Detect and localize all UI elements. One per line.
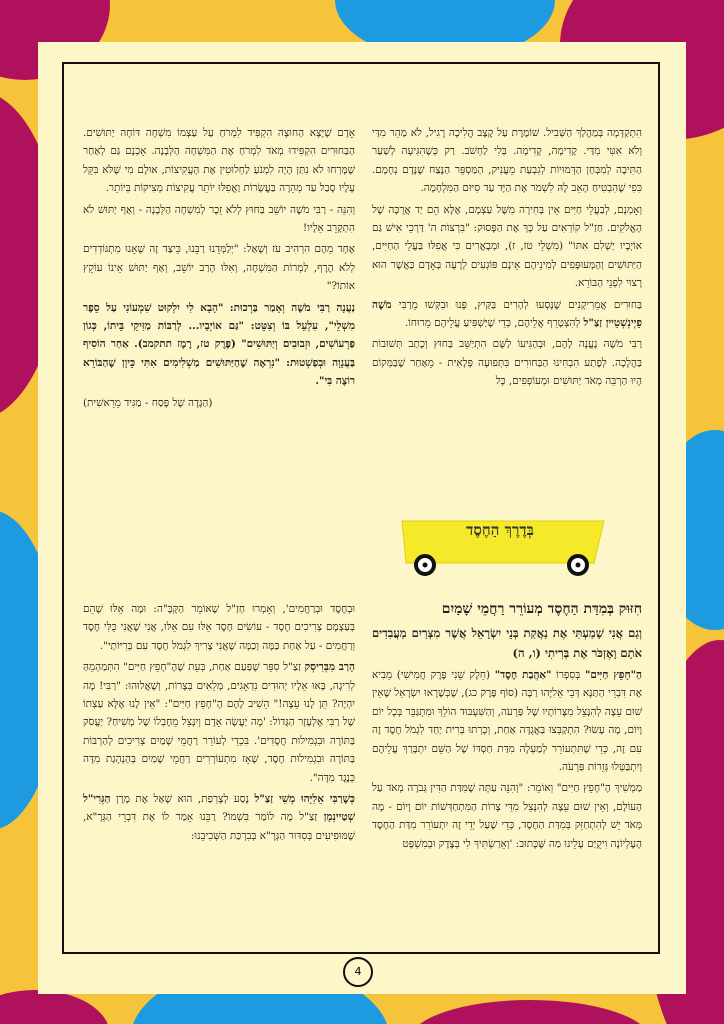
paragraph: הַ"חָפֵץ חַיִּים" בְּסִפְרוֹ "אַהֲבַת חֶסֶד" (חֵלֶק שֵׁנִי פֶּרֶק חֲמִישִׁי) מֵבִיא אֶת דִּבְרֵי הַתַּנָּא דְּבֵי אֵלִיָּהוּ רַבָּה (סוֹף פֶּרֶק כג), שֶׁכְּשֶׁרָאוּ יִשְׂרָאֵל שֶׁאֵין שׁוּם עֵצָה לְהִנָּצֵל מִצָּרוֹתָיו שֶׁל פַּרְעֹה, וְהַשִּׁעְבּוּד הוֹלֵךְ וּמִתְגַּבֵּר בְּכָל יוֹם וָיוֹם, מָה עָשׂוּ? הִתְקַבְּצוּ בַּאֲגֻדָּה אַחַת, וְכָרְתוּ בְּרִית יַחַד לִגְמֹל חֶסֶד זֶה עִם זֶה, כְּדֵי שֶׁתִּתְעוֹרֵר לְמַעְלָה מִדַּת חַסְדּוֹ שֶׁל הַשֵּׁם יִתְבָּרַךְ עֲלֵיהֶם וְיִתְבַּטְּלוּ גְּזֵרוֹת פַּרְעֹה. [372, 669, 642, 774]
right-column-top [372, 124, 642, 394]
paragraph: בַּחוּרִים אֲמֵרִיקָנִים שֶׁנָּסְעוּ לְהָרִים בַּקַּיִץ, פָּנוּ וּבִקְּשׁוּ מֵרַבִּי מֹשֶׁה פֵיְינְשְׁטֵיין זַצַ"ל לְהִצְטָרֵף אֲלֵיהֶם, כְּדֵי שֶׁיַּשְׁפִּיעַ עֲלֵיהֶם מֵרוּחוֹ. [372, 298, 642, 330]
page-number: 4 [343, 957, 373, 987]
paragraph: מַמְשִׁיךְ הֶ"חָפֵץ חַיִּים" וְאוֹמֵר: "וְהִנֵּה עַתָּה שֶׁמִּדַּת הַדִּין גְּבֹרָה מְאֹד עַל הָעוֹלָם, וְאֵין שׁוּם עֵצָה לְהִנָּצֵל מִדֵּי צָרוֹת הַמִּתְחַדְּשׁוֹת יוֹם וָיוֹם - מָה מְּאֹד יֵשׁ לְהִתְחַזֵּק בְּמִדַּת הַחֶסֶד, כְּדֵי שֶׁעַל יְדֵי זֶה יִתְעוֹרֵר מִדַּת הַחֶסֶד הָעֶלְיוֹנָה וִיקֻיַּם עָלֵינוּ מַה שֶּׁכָּתוּב: 'וְאֵרַשְׂתִּיךְ לִי בְּצֶדֶק וּבְמִשְׁפָּט [372, 782, 642, 850]
rabbi-name: מֹשֶׁה פֵיְינְשְׁטֵיין זַצַ"ל [372, 298, 642, 330]
paragraph: נַעֲנָה רַבִּי מֹשֶׁה וְאָמַר בַּרְכוּת: "הָבָא לִי יִלְקוּט שִׁמְעוֹנִי עַל סֵפֶר מִשְׁלֵי", עִלְעֵל בּוֹ וְצִטֵּט: "גַּם אוֹיְבָיו... לְרַבּוֹת מַזִּיקֵי בֵּיתוֹ, כְּגוֹן פַּרְעוֹשִׁים, וּזְבוּבִים וְיַתּוּשִׁים" (פֶּרֶק טז, רֶמֶז תתקמב). אַחַר הוֹסִיף בַּעֲנָוָה וּבְפַשְׁטוּת: "נִרְאֶה שֶׁהַיַּתּוּשִׁים מַשְׁלִימִים אִתִּי כֵּיוָן שֶׁהַבּוֹרֵא רוֹצֶה בִּי". [83, 301, 355, 388]
magenta-blob-bottom-right [410, 1000, 650, 1024]
paragraph: אָדָם שֶׁיָּצָא הַחוּצָה הִקְפִּיד לִמְרֹחַ עַל עַצְמוֹ מִשְׁחָה דּוֹחָה יַתּוּשִׁים. הַבַּחוּרִים הִקְפִּידוּ מְאֹד לִמְרֹחַ אֶת הַמִּשְׁחָה הַלְּבָנָה. אָכְנָם גַּם לְאַחַר שֶׁמָּרְחוּ לֹא נִתַּן הָיָה לִמְנֹעַ לַחְלוּטִין אֶת הָעֲקִיצוֹת, אוּלָם מִי שֶׁלֹּא בִּקֵּל עָלָיו סָבַל עַד מְהֵרָה בַּעֲשָׂרוֹת וַאֲפִלּוּ יוֹתֵר עֲקִיצוֹת מְצִיקוֹת בְּיוֹתֵר. [83, 127, 355, 195]
paragraph: הָרַב מִבְּרִיסְק זַצַ"ל סִפֵּר שֶׁפַּעַם אַחַת, בְּעֵת שֶׁהֶ"חָפֵץ חַיִּים" הִתְּמַהְמֵהַּ לְרִיגָה, בָּאוּ אֵלָיו יְהוּדִים נִדְאָגִים, מְלֵאִים בְּצָרוֹת, וְשָׁאֲלוּהוּ: "רַבִּי! מָה יִהְיֶה? תֵּן לָנוּ עֵצָה!" הֵשִׁיב לָהֶם הֶ"חָפֵץ חַיִּים": "אֵין לָנוּ אֶלָּא עַצְתוֹ שֶׁל רַבִּי אֶלְעָזָר הַגָּדוֹל: 'מָה יַעֲשֶׂה אָדָם וְיִנָּצֵל מֵחֶבְלוֹ שֶׁל מָשִׁיחַ? יַעֲסֹק בַּתּוֹרָה וּבִגְמִילוּת חֲסָדִים'. בִּכְדֵי לְעוֹרֵר רַחֲמֵי שָׁמַיִם צְרִיכִים לְהַרְבּוֹת בַּתּוֹרָה וּבִגְמִילוּת חֶסֶד, שֶׁאָז מִתְעוֹרְרִים רַחֲמֵי שָׁמַיִם בְּהַנְהָגַת מִדָּה כְּנֶגֶד מִדָּה". [83, 661, 355, 784]
paragraph: וּבְחֶסֶד וּבְרַחֲמִים', וְאָמְרוּ חַזַ"ל שֶׁאוֹמֵר הַקָּבָּ"ה: וּמָה אֵלּוּ שֶׁהֵם בְּעַצְמָם צְרִיכִים חֶסֶד - עוֹשִׂים חֶסֶד אֵלּוּ עִם אֵלּוּ, אֲנִי שֶׁאֲנִי כֻּלִּי חֶסֶד וְרַחֲמִים - עַל אַחַת כַּמָּה וְכַמָּה שֶׁאֲנִי צָרִיךְ לִגְמֹל חֶסֶד עִם בְּרִיּוֹתַי". [83, 603, 355, 652]
paragraph: הִתְקַדְּמָה בְּמַהֲלַךְ הַשְּׁבִיל. שׁוֹמֶרֶת עַל קֶצֶב הֲלִיכָה רָגִיל, לֹא מַהֵר מִדַּי וְלֹא אִטִּי מִדַּי. קָדִימָה, קָדִימָה. בְּלִי לַחְשֹׁב. רַק כְּשֶׁהִגִּיעָה לְשַׁעַר הַתִּיבָה לְמִבְּחַן הַדְּמוּיוֹת לְגִבְעַת מֵעֲנִיק, הַמַּסְפֵּר הַנֶּצַח שֶׁנָּדָם נְחָמָם. כִּפִי שֶׁהִבְטִיחַ הָאֵב לָהּ לִשְׁמֹר אֶת הַיָּד עַד סִיּוּם הַמִּלְחָמָה. [372, 127, 642, 195]
section-heading: חִזּוּק בְּמִדַּת הַחֶסֶד מְעוֹרֵר רַחֲמֵי שָׁמַיִם [441, 601, 642, 617]
left-column-bottom [83, 600, 355, 848]
paragraph: וְאָמְנָם, לְבַעֲלֵי חַיִּים אֵין בְּחִירָה מִשֶּׁל עַצְמָם, אֶלָּא הֵם יַד אֲרֻכָּה שֶׁל הָאֱלֹקִים. חַזַ"ל קוֹרְאִים עַל כָּךְ אֶת הַפָּסוּק: "בִּרְצוֹת ה' דַּרְכֵי אִישׁ גַּם אוֹיְבָיו יַשְׁלִם אִתּוֹ" (מִשְׁלֵי טז, ז), וּמְבָאֲרִים כִּי אֲפִלּוּ בַּעֲלֵי הַחַיִּים, הַיַּתּוּשִׁים וְהַמְּעוּפָּפִים לְמִינֵיהֶם אֵינָם פּוֹגְעִים לְרָעָה בָּאָדָם כַּאֲשֶׁר הוּא רָצוּי לִפְנֵי הַבּוֹרֵא. [372, 203, 642, 290]
source-citation: (הַגָּדָה שֶׁל פֶּסַח - מַגִּיד מֵרֵאשִׁית) [83, 396, 213, 409]
left-column-top [83, 124, 355, 412]
paragraph: כְּשֶׁרַבִּי אֵלִיָּהוּ מְשִׁי זַצַ"ל נָסַע לְצָרְפַת, הוּא שָׁאַל אֶת מָרָן הַגְּרִי"ל שְׁטַיינְמָן זַצַ"ל מָה לוֹמַר בִּשְׁמוֹ? רַבֵּנוּ אָמַר לוֹ אֶת דִּבְרֵי הַגְּרָ"א, שֶׁמּוּפִיעִים בְּסִדּוּר הַגְּרָ"א בְּבִרְכַּת הַשְּׁכִיבֵנוּ: [83, 793, 356, 842]
paragraph: וְהִנֵּה - רַבִּי מֹשֶׁה יוֹשֵׁב בַּחוּץ לְלֹא זֵכֶר לְמִשְׁחָה הַלְּבָנָה - וְאַף יַתּוּשׁ לֹא הִתְקָרֵב אֵלָיו! [83, 203, 355, 235]
section-banner-label: בְּדֶרֶךְ הַחֶסֶד [466, 521, 534, 539]
paragraph: אֶחָד מֵהֶם הִרְהִיב עֹז וְשָׁאַל: "יְלַמְּדֵנוּ רַבֵּנוּ, כֵּיצַד זֶה שֶׁאָנוּ מִתְגּוֹדְדִים לְלֹא הֶרֶף, לַמְרוֹת הַמִּשְׁחָה, וְאִלּוּ הָרַב יוֹשֵׁב, וְאַף יַתּוּשׁ אֵינוֹ עוֹקֵץ אוֹתוֹ?" [83, 243, 355, 293]
magenta-blob-bottom-left [0, 990, 110, 1024]
right-column-bottom [372, 598, 642, 856]
paragraph: רַבִּי מֹשֶׁה נֶעֱנָה לָהֶם, וּבְהַגִּיעוֹ לַשָּׁם הִתְיַשֵּׁב בַּחוּץ וְכָתַב תְּשׁוּבוֹת בַּהֲלָכָה. לְפֶתַע הִבְחִינוּ הַבַּחוּרִים בִּתְּפוּעָה פְּלָאִית - מֵאַחַר שֶׁבַּמְּקוֹם הָיוּ הַרְבֵּה מְאֹד יַתּוּשִׁים וּמְעוֹפְפִים, כָּל [372, 338, 642, 388]
verse-quote: וְגַם אֲנִי שָׁמַעְתִּי אֶת נַאֲקַת בְּנֵי יִשְׂרָאֵל אֲשֶׁר מִצְרַיִם מַעֲבִדִים אֹתָם וָאֶזְכֹּר אֶת בְּרִיתִי (ו, ה) [372, 626, 642, 660]
